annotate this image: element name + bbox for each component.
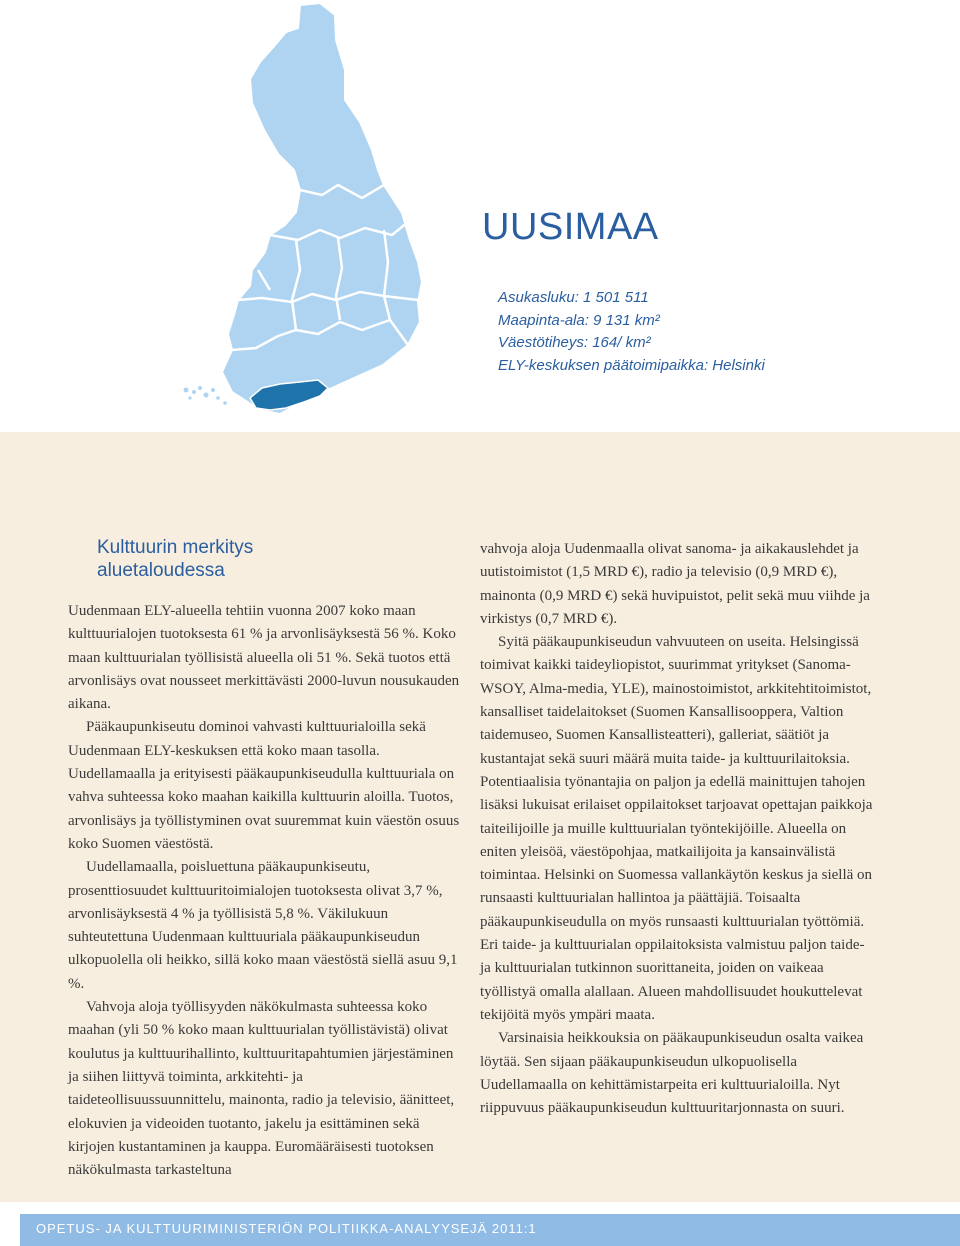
paragraph: Varsinaisia heikkouksia on pääkaupunkiseudun osalta vaikea löytää. Sen sijaan pääkaupunkiseudun ulkopuolisella Uudellamaalla on kehittämistarpeita eri kulttuurialoilla. Nyt riippuvuus pääkaupunkiseudun kulttuuritarjonnasta on suuri.	[480, 1030, 864, 1117]
paragraph: Uudenmaan ELY-alueella tehtiin vuonna 2007 koko maan kulttuurialojen tuotoksesta 61 % ja arvonlisäyksestä 56 %. Koko maan kulttuurialan työllisistä alueella oli 51 %. Sekä tuotos että arvonlisäys ovat nousseet merkittävästi 2000-luvun nousukauden aikana.	[68, 603, 460, 713]
region-title: UUSIMAA	[482, 206, 659, 248]
fact-ely-office: ELY-keskuksen päätoimipaikka: Helsinki	[498, 356, 765, 374]
text-column-right	[480, 538, 875, 1120]
section-title	[97, 536, 253, 582]
paragraph: vahvoja aloja Uudenmaalla olivat sanoma- ja aikakauslehdet ja uutistoimistot (1,5 MRD €), radio ja televisio (0,9 MRD €), mainonta (0,9 MRD €) sekä huvipuistot, pelit sekä muu viihde ja virkistys (0,7 MRD €).	[480, 541, 870, 627]
finland-outline	[222, 3, 422, 414]
fact-density: Väestötiheys: 164/ km²	[498, 334, 651, 351]
archipelago	[184, 386, 227, 405]
finland-map	[180, 0, 480, 420]
header-area	[0, 0, 960, 432]
text-column-left	[68, 600, 460, 1182]
paragraph: Syitä pääkaupunkiseudun vahvuuteen on useita. Helsingissä toimivat kaikki taideyliopistot, suurimmat yritykset (Sanoma-WSOY, Alma-media, YLE), mainostoimistot, arkkitehtitoimistot, kansalliset taidelaitokset (Suomen Kansallisooppera, Valtion taidemuseo, Suomen Kansallisteatteri), galleriat, säätiöt ja kustantajat sekä suuri määrä muita taide- ja kulttuurilaitoksia. Potentiaalisia työnantajia on paljon ja edellä mainittujen tahojen lisäksi lukuisat erilaiset oppilaitokset tarjoavat opettajan paikkoja taiteilijoille ja muille kulttuurialan työntekijöille. Alueella on eniten yleisöä, väestöpohjaa, matkailijoita ja kansainvälistä toimintaa. Helsinki on Suomessa vallankäytön keskus ja siellä on runsaasti kulttuurialan hallintoa ja päättäjiä. Toisaalta pääkaupunkiseudulla on myös runsaasti kulttuurialan työttömiä. Eri taide- ja kulttuurialan oppilaitoksista valmistuu paljon taide- ja kulttuurialan tutkinnon suorittaneita, joiden on vaikeaa työllistyä omalla alallaan. Alueen mahdollisuudet houkuttelevat tekijöitä myös ympäri maata.	[480, 634, 873, 1023]
region-facts	[498, 287, 765, 377]
paragraph: Pääkaupunkiseutu dominoi vahvasti kulttuurialoilla sekä Uudenmaan ELY-keskuksen että koko maan tasolla. Uudellamaalla ja erityisesti pääkaupunkiseudulla kulttuuriala on vahva suhteessa koko maahan kaikilla kulttuurin aloilla. Tuotos, arvonlisäys ja työllistyminen ovat suuremmat kuin väestön osuus koko Suomen väestöstä.	[68, 719, 460, 852]
paragraph: Vahvoja aloja työllisyyden näkökulmasta suhteessa koko maahan (yli 50 % koko maan kulttuurialan työllistävistä) olivat koulutus ja kulttuurihallinto, kulttuuritapahtumien järjestäminen ja siihen liittyvä toiminta, arkkitehti- ja taideteollisuussuunnittelu, mainonta, radio ja televisio, äänitteet, elokuvien ja videoiden tuotanto, jakelu ja esittäminen sekä kirjojen kustantaminen ja kauppa. Euromääräisesti tuotoksen näkökulmasta tarkasteltuna	[68, 999, 455, 1179]
fact-area: Maapinta-ala: 9 131 km²	[498, 311, 660, 329]
paragraph: Uudellamaalla, poisluettuna pääkaupunkiseutu, prosenttiosuudet kulttuuritoimialojen tuotoksesta olivat 3,7 %, arvonlisäyksestä 4 % ja työllisistä 5,8 %. Väkilukuun suhteutettuna Uudenmaan kulttuuriala pääkaupunkiseudun ulkopuolella oli heikko, sillä koko maan väestöstä siellä asuu 9,1 %.	[68, 859, 458, 992]
section-title-line2: aluetaloudessa	[97, 560, 225, 581]
section-title-line1: Kulttuurin merkitys	[97, 537, 254, 558]
footer-publication-title: OPETUS- JA KULTTUURIMINISTERIÖN POLITIIKKA-ANALYYSEJÄ 2011:1	[36, 1221, 537, 1236]
fact-population: Asukasluku: 1 501 511	[498, 289, 649, 306]
